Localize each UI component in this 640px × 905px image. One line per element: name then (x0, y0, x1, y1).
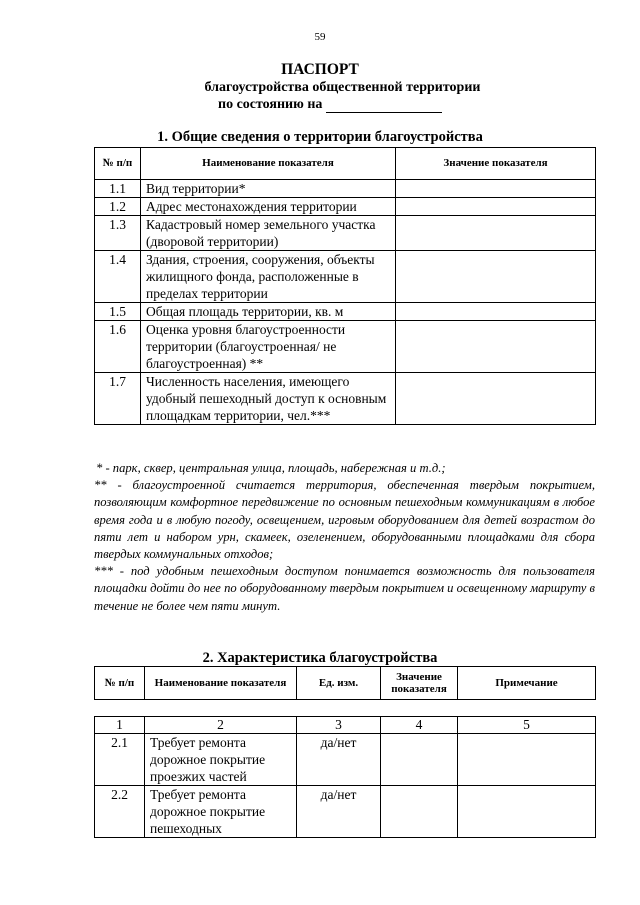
row-value (396, 216, 596, 251)
column-number: 3 (297, 717, 381, 734)
row-name: Оценка уровня благоустроенности территории (благоустроенная/ не благоустроенная) ** (141, 321, 396, 373)
row-num: 1.4 (95, 251, 141, 303)
col-header-value: Значение показателя (396, 148, 596, 180)
table-header-row (95, 667, 596, 700)
row-num: 1.6 (95, 321, 141, 373)
page-number: 59 (314, 31, 326, 43)
table-row (95, 321, 596, 373)
row-note (458, 786, 596, 838)
row-num: 1.3 (95, 216, 141, 251)
col-header-name: Наименование показателя (141, 148, 396, 180)
row-value (396, 180, 596, 198)
table-row (95, 216, 596, 251)
table-header-row (95, 148, 596, 180)
row-num: 1.2 (95, 198, 141, 216)
col-header-unit: Ед. изм. (297, 667, 381, 700)
row-name: Численность населения, имеющего удобный пешеходный доступ к основным площадкам территории, чел.*** (141, 373, 396, 425)
general-info-table (94, 147, 596, 425)
column-number: 2 (145, 717, 297, 734)
row-name: Вид территории* (141, 180, 396, 198)
column-number: 4 (381, 717, 458, 734)
column-number: 1 (95, 717, 145, 734)
table-row (95, 734, 596, 786)
row-name: Общая площадь территории, кв. м (141, 303, 396, 321)
row-name: Адрес местонахождения территории (141, 198, 396, 216)
column-number: 5 (458, 717, 596, 734)
column-number-row (95, 717, 596, 734)
row-num: 1.5 (95, 303, 141, 321)
row-value (396, 373, 596, 425)
table-row (95, 786, 596, 838)
row-value (381, 786, 458, 838)
row-num: 1.1 (95, 180, 141, 198)
col-header-note: Примечание (458, 667, 596, 700)
footnotes (94, 460, 595, 615)
col-header-num: № п/п (95, 667, 145, 700)
col-header-value: Значение показателя (381, 667, 458, 700)
row-value (381, 734, 458, 786)
table-row (95, 180, 596, 198)
state-date-line (218, 97, 442, 113)
row-value (396, 303, 596, 321)
col-header-num: № п/п (95, 148, 141, 180)
characteristics-header-table (94, 666, 596, 700)
row-value (396, 251, 596, 303)
footnote-1: * - парк, сквер, центральная улица, площадь, набережная и т.д.; (96, 461, 446, 475)
row-name: Кадастровый номер земельного участка (дворовой территории) (141, 216, 396, 251)
row-num: 2.1 (95, 734, 145, 786)
row-name: Здания, строения, сооружения, объекты жилищного фонда, расположенные в пределах территории (141, 251, 396, 303)
row-unit: да/нет (297, 786, 381, 838)
row-num: 2.2 (95, 786, 145, 838)
table-row (95, 373, 596, 425)
row-num: 1.7 (95, 373, 141, 425)
footnote-2: ** - благоустроенной считается территория, обеспеченная твердым покрытием, позволяющим комфортное передвижение по основным пешеходным коммуникациям в любое время года и в любую погоду, освещением, игровым оборудованием для детей возрастом до пяти лет и набором урн, скамеек, озеленением, оборудованными площадками для сбора твердых коммунальных отходов; (94, 478, 595, 562)
table-row (95, 198, 596, 216)
state-date-label: по состоянию на (218, 97, 323, 112)
document-subtitle: благоустройства общественной территории (204, 80, 481, 95)
date-blank (326, 99, 442, 113)
row-unit: да/нет (297, 734, 381, 786)
section1-heading: 1. Общие сведения о территории благоустройства (157, 129, 483, 145)
table-row (95, 303, 596, 321)
row-name: Требует ремонта дорожное покрытие пешеходных (145, 786, 297, 838)
row-value (396, 321, 596, 373)
col-header-name: Наименование показателя (145, 667, 297, 700)
footnote-3: *** - под удобным пешеходным доступом понимается возможность для пользователя площадки дойти до нее по оборудованному твердым покрытием и освещенному маршруту в течение не более чем пяти минут. (94, 564, 595, 613)
characteristics-table (94, 716, 596, 838)
document-title: ПАСПОРТ (281, 61, 359, 78)
row-note (458, 734, 596, 786)
section2-heading: 2. Характеристика благоустройства (202, 650, 438, 666)
row-name: Требует ремонта дорожное покрытие проезжих частей (145, 734, 297, 786)
row-value (396, 198, 596, 216)
table-row (95, 251, 596, 303)
